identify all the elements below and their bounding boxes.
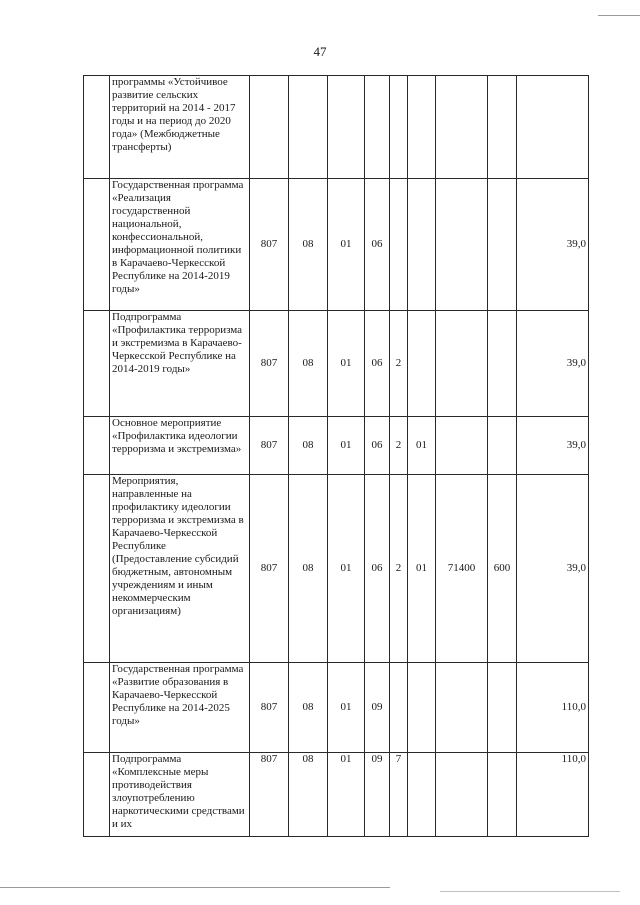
- cell-vid: [488, 753, 517, 837]
- cell-cs3: [408, 179, 436, 311]
- cell-rz: 08: [289, 311, 328, 417]
- cell-cs3: 01: [408, 417, 436, 475]
- cell-sum: 110,0: [517, 753, 589, 837]
- row-name: Подпрограмма «Профилактика терроризма и экстремизма в Карачаево-Черкесской Республике на 2014-2019 годы»: [110, 311, 250, 417]
- cell-pr: 01: [328, 753, 365, 837]
- row-name: Государственная программа «Развитие образования в Карачаево-Черкесской Республике на 2014-2025 годы»: [110, 663, 250, 753]
- cell-cs2: 2: [390, 417, 408, 475]
- scan-artifact-bottom: [0, 887, 390, 888]
- cell-cs4: [436, 417, 488, 475]
- cell-vr: 807: [250, 311, 289, 417]
- cell-vr: 807: [250, 179, 289, 311]
- table-row: [84, 753, 589, 837]
- cell-cs2: 2: [390, 311, 408, 417]
- row-index-cell: [84, 475, 110, 663]
- cell-cs4: 71400: [436, 475, 488, 663]
- cell-pr: 01: [328, 663, 365, 753]
- table-row: [84, 76, 589, 179]
- table-row: [84, 475, 589, 663]
- cell-rz: 08: [289, 663, 328, 753]
- cell-cs1: 09: [365, 663, 390, 753]
- cell-cs3: 01: [408, 475, 436, 663]
- cell-pr: 01: [328, 311, 365, 417]
- cell-cs4: [436, 179, 488, 311]
- cell-sum: 39,0: [517, 417, 589, 475]
- cell-vr: [250, 76, 289, 179]
- row-name: Мероприятия, направленные на профилактику идеологии терроризма и экстремизма в Карачаево-Черкесской Республике (Предоставление субсидий бюджетным, автономным учреждениям и иным некоммерческим организациям): [110, 475, 250, 663]
- cell-vr: 807: [250, 663, 289, 753]
- cell-cs4: [436, 753, 488, 837]
- cell-cs3: [408, 753, 436, 837]
- cell-vid: [488, 417, 517, 475]
- row-name: программы «Устойчивое развитие сельских территорий на 2014 - 2017 годы и на период до 2020 года» (Межбюджетные трансферты): [110, 76, 250, 179]
- cell-sum: 39,0: [517, 179, 589, 311]
- cell-pr: 01: [328, 179, 365, 311]
- cell-vid: [488, 311, 517, 417]
- scan-artifact-bottom-right: [440, 891, 620, 892]
- scan-artifact-top: [598, 15, 640, 16]
- row-index-cell: [84, 311, 110, 417]
- row-index-cell: [84, 179, 110, 311]
- cell-vid: [488, 663, 517, 753]
- row-index-cell: [84, 753, 110, 837]
- cell-rz: 08: [289, 475, 328, 663]
- cell-cs4: [436, 76, 488, 179]
- page-number: 47: [313, 44, 327, 59]
- cell-cs1: 06: [365, 311, 390, 417]
- cell-vid: [488, 179, 517, 311]
- cell-cs2: [390, 179, 408, 311]
- row-index-cell: [84, 76, 110, 179]
- row-name: Государственная программа «Реализация государственной национальной, конфессиональной, информационной политики в Карачаево-Черкесской Республике на 2014-2019 годы»: [110, 179, 250, 311]
- cell-rz: 08: [289, 417, 328, 475]
- cell-pr: 01: [328, 417, 365, 475]
- cell-vid: 600: [488, 475, 517, 663]
- row-name: Основное мероприятие «Профилактика идеологии терроризма и экстремизма»: [110, 417, 250, 475]
- cell-pr: 01: [328, 475, 365, 663]
- cell-vr: 807: [250, 417, 289, 475]
- cell-pr: [328, 76, 365, 179]
- cell-cs3: [408, 311, 436, 417]
- cell-cs3: [408, 663, 436, 753]
- cell-cs1: 09: [365, 753, 390, 837]
- cell-cs1: 06: [365, 475, 390, 663]
- cell-rz: 08: [289, 179, 328, 311]
- cell-vid: [488, 76, 517, 179]
- cell-rz: 08: [289, 753, 328, 837]
- row-name: Подпрограмма «Комплексные меры противодействия злоупотреблению наркотическими средствами и их: [110, 753, 250, 837]
- row-index-cell: [84, 417, 110, 475]
- cell-cs1: 06: [365, 417, 390, 475]
- cell-sum: 110,0: [517, 663, 589, 753]
- cell-sum: 39,0: [517, 311, 589, 417]
- cell-cs3: [408, 76, 436, 179]
- cell-cs2: [390, 663, 408, 753]
- cell-cs2: 7: [390, 753, 408, 837]
- cell-cs2: 2: [390, 475, 408, 663]
- table-row: [84, 417, 589, 475]
- cell-vr: 807: [250, 475, 289, 663]
- table-row: [84, 663, 589, 753]
- cell-vr: 807: [250, 753, 289, 837]
- cell-sum: 39,0: [517, 475, 589, 663]
- row-index-cell: [84, 663, 110, 753]
- cell-cs1: [365, 76, 390, 179]
- table-row: [84, 179, 589, 311]
- cell-cs2: [390, 76, 408, 179]
- cell-cs1: 06: [365, 179, 390, 311]
- table-row: [84, 311, 589, 417]
- cell-rz: [289, 76, 328, 179]
- cell-cs4: [436, 663, 488, 753]
- budget-table: [83, 75, 589, 837]
- cell-sum: [517, 76, 589, 179]
- cell-cs4: [436, 311, 488, 417]
